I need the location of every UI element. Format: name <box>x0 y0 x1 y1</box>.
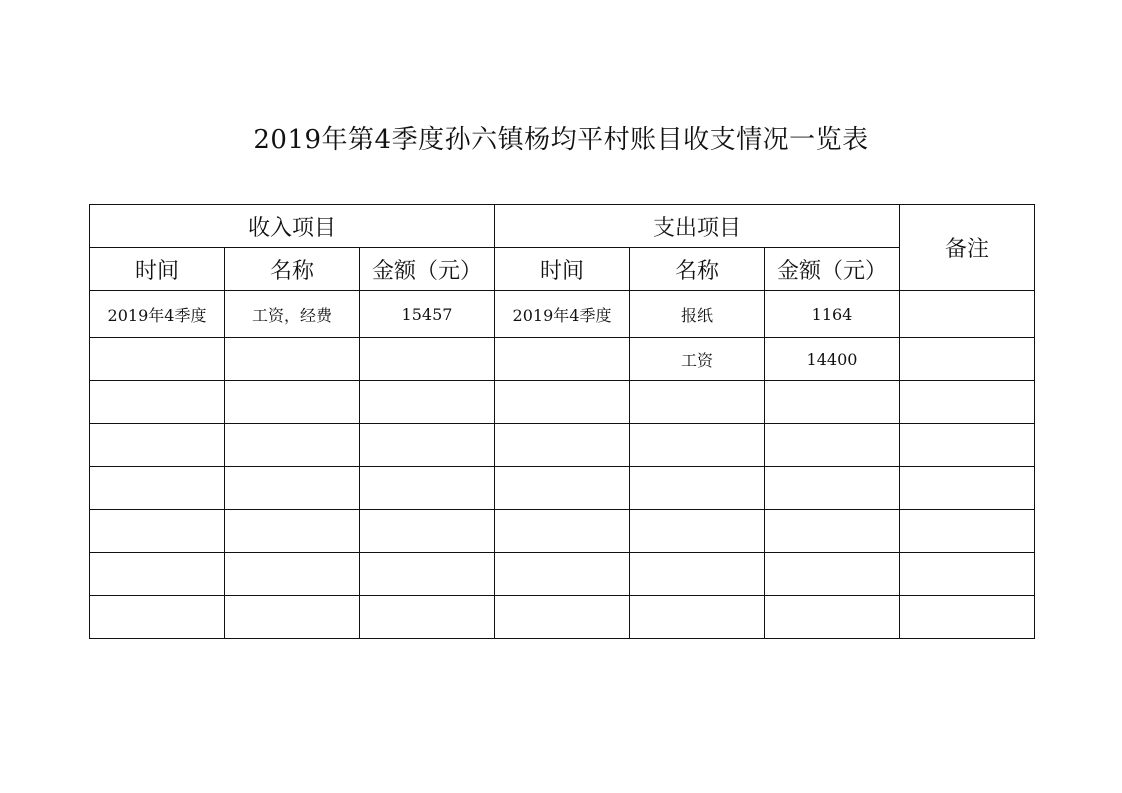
expense-time-cell <box>495 510 630 553</box>
expense-name-header: 名称 <box>630 248 765 291</box>
column-header-row <box>90 248 1035 291</box>
notes-cell <box>900 338 1035 381</box>
expense-time-cell <box>495 424 630 467</box>
table-row <box>90 510 1035 553</box>
income-time-cell <box>90 596 225 639</box>
income-amount-cell <box>360 553 495 596</box>
income-time-header: 时间 <box>90 248 225 291</box>
expense-amount-cell <box>765 467 900 510</box>
income-amount-cell <box>360 510 495 553</box>
income-amount-cell <box>360 467 495 510</box>
page-title: 2019年第4季度孙六镇杨均平村账目收支情况一览表 <box>253 125 869 155</box>
notes-cell <box>900 424 1035 467</box>
expense-name-cell <box>630 553 765 596</box>
income-name-cell: 工资，经费 <box>225 291 360 338</box>
table-row <box>90 553 1035 596</box>
notes-cell <box>900 510 1035 553</box>
expense-name-cell <box>630 510 765 553</box>
notes-cell <box>900 467 1035 510</box>
expense-name-cell <box>630 467 765 510</box>
income-amount-cell: 15457 <box>360 291 495 338</box>
expense-amount-cell: 1164 <box>765 291 900 338</box>
table-row <box>90 291 1035 338</box>
notes-cell <box>900 291 1035 338</box>
expense-time-cell <box>495 381 630 424</box>
income-time-cell <box>90 467 225 510</box>
income-time-cell <box>90 338 225 381</box>
ledger-table <box>89 204 1035 639</box>
income-name-cell <box>225 424 360 467</box>
income-name-cell <box>225 553 360 596</box>
expense-amount-cell <box>765 424 900 467</box>
expense-amount-cell <box>765 596 900 639</box>
notes-header: 备注 <box>900 205 1035 291</box>
table-row <box>90 424 1035 467</box>
income-group-header: 收入项目 <box>90 205 495 248</box>
expense-name-cell: 工资 <box>630 338 765 381</box>
expense-name-cell <box>630 596 765 639</box>
income-name-cell <box>225 596 360 639</box>
income-time-cell <box>90 424 225 467</box>
income-amount-header: 金额（元） <box>360 248 495 291</box>
income-amount-cell <box>360 381 495 424</box>
income-time-cell <box>90 553 225 596</box>
table-row <box>90 467 1035 510</box>
expense-amount-cell <box>765 510 900 553</box>
income-amount-cell <box>360 424 495 467</box>
table-row <box>90 381 1035 424</box>
income-name-cell <box>225 381 360 424</box>
notes-cell <box>900 381 1035 424</box>
income-name-cell <box>225 510 360 553</box>
expense-name-cell <box>630 381 765 424</box>
expense-time-cell: 2019年4季度 <box>495 291 630 338</box>
table-row <box>90 338 1035 381</box>
income-name-cell <box>225 467 360 510</box>
expense-time-cell <box>495 596 630 639</box>
expense-time-cell <box>495 467 630 510</box>
expense-amount-cell: 14400 <box>765 338 900 381</box>
expense-name-cell <box>630 424 765 467</box>
expense-time-cell <box>495 553 630 596</box>
income-time-cell <box>90 381 225 424</box>
income-name-cell <box>225 338 360 381</box>
expense-name-cell: 报纸 <box>630 291 765 338</box>
expense-time-header: 时间 <box>495 248 630 291</box>
expense-time-cell <box>495 338 630 381</box>
group-header-row <box>90 205 1035 248</box>
income-time-cell: 2019年4季度 <box>90 291 225 338</box>
expense-amount-cell <box>765 553 900 596</box>
income-amount-cell <box>360 596 495 639</box>
expense-amount-cell <box>765 381 900 424</box>
income-name-header: 名称 <box>225 248 360 291</box>
income-time-cell <box>90 510 225 553</box>
notes-cell <box>900 596 1035 639</box>
income-amount-cell <box>360 338 495 381</box>
notes-cell <box>900 553 1035 596</box>
expense-amount-header: 金额（元） <box>765 248 900 291</box>
table-row <box>90 596 1035 639</box>
expense-group-header: 支出项目 <box>495 205 900 248</box>
